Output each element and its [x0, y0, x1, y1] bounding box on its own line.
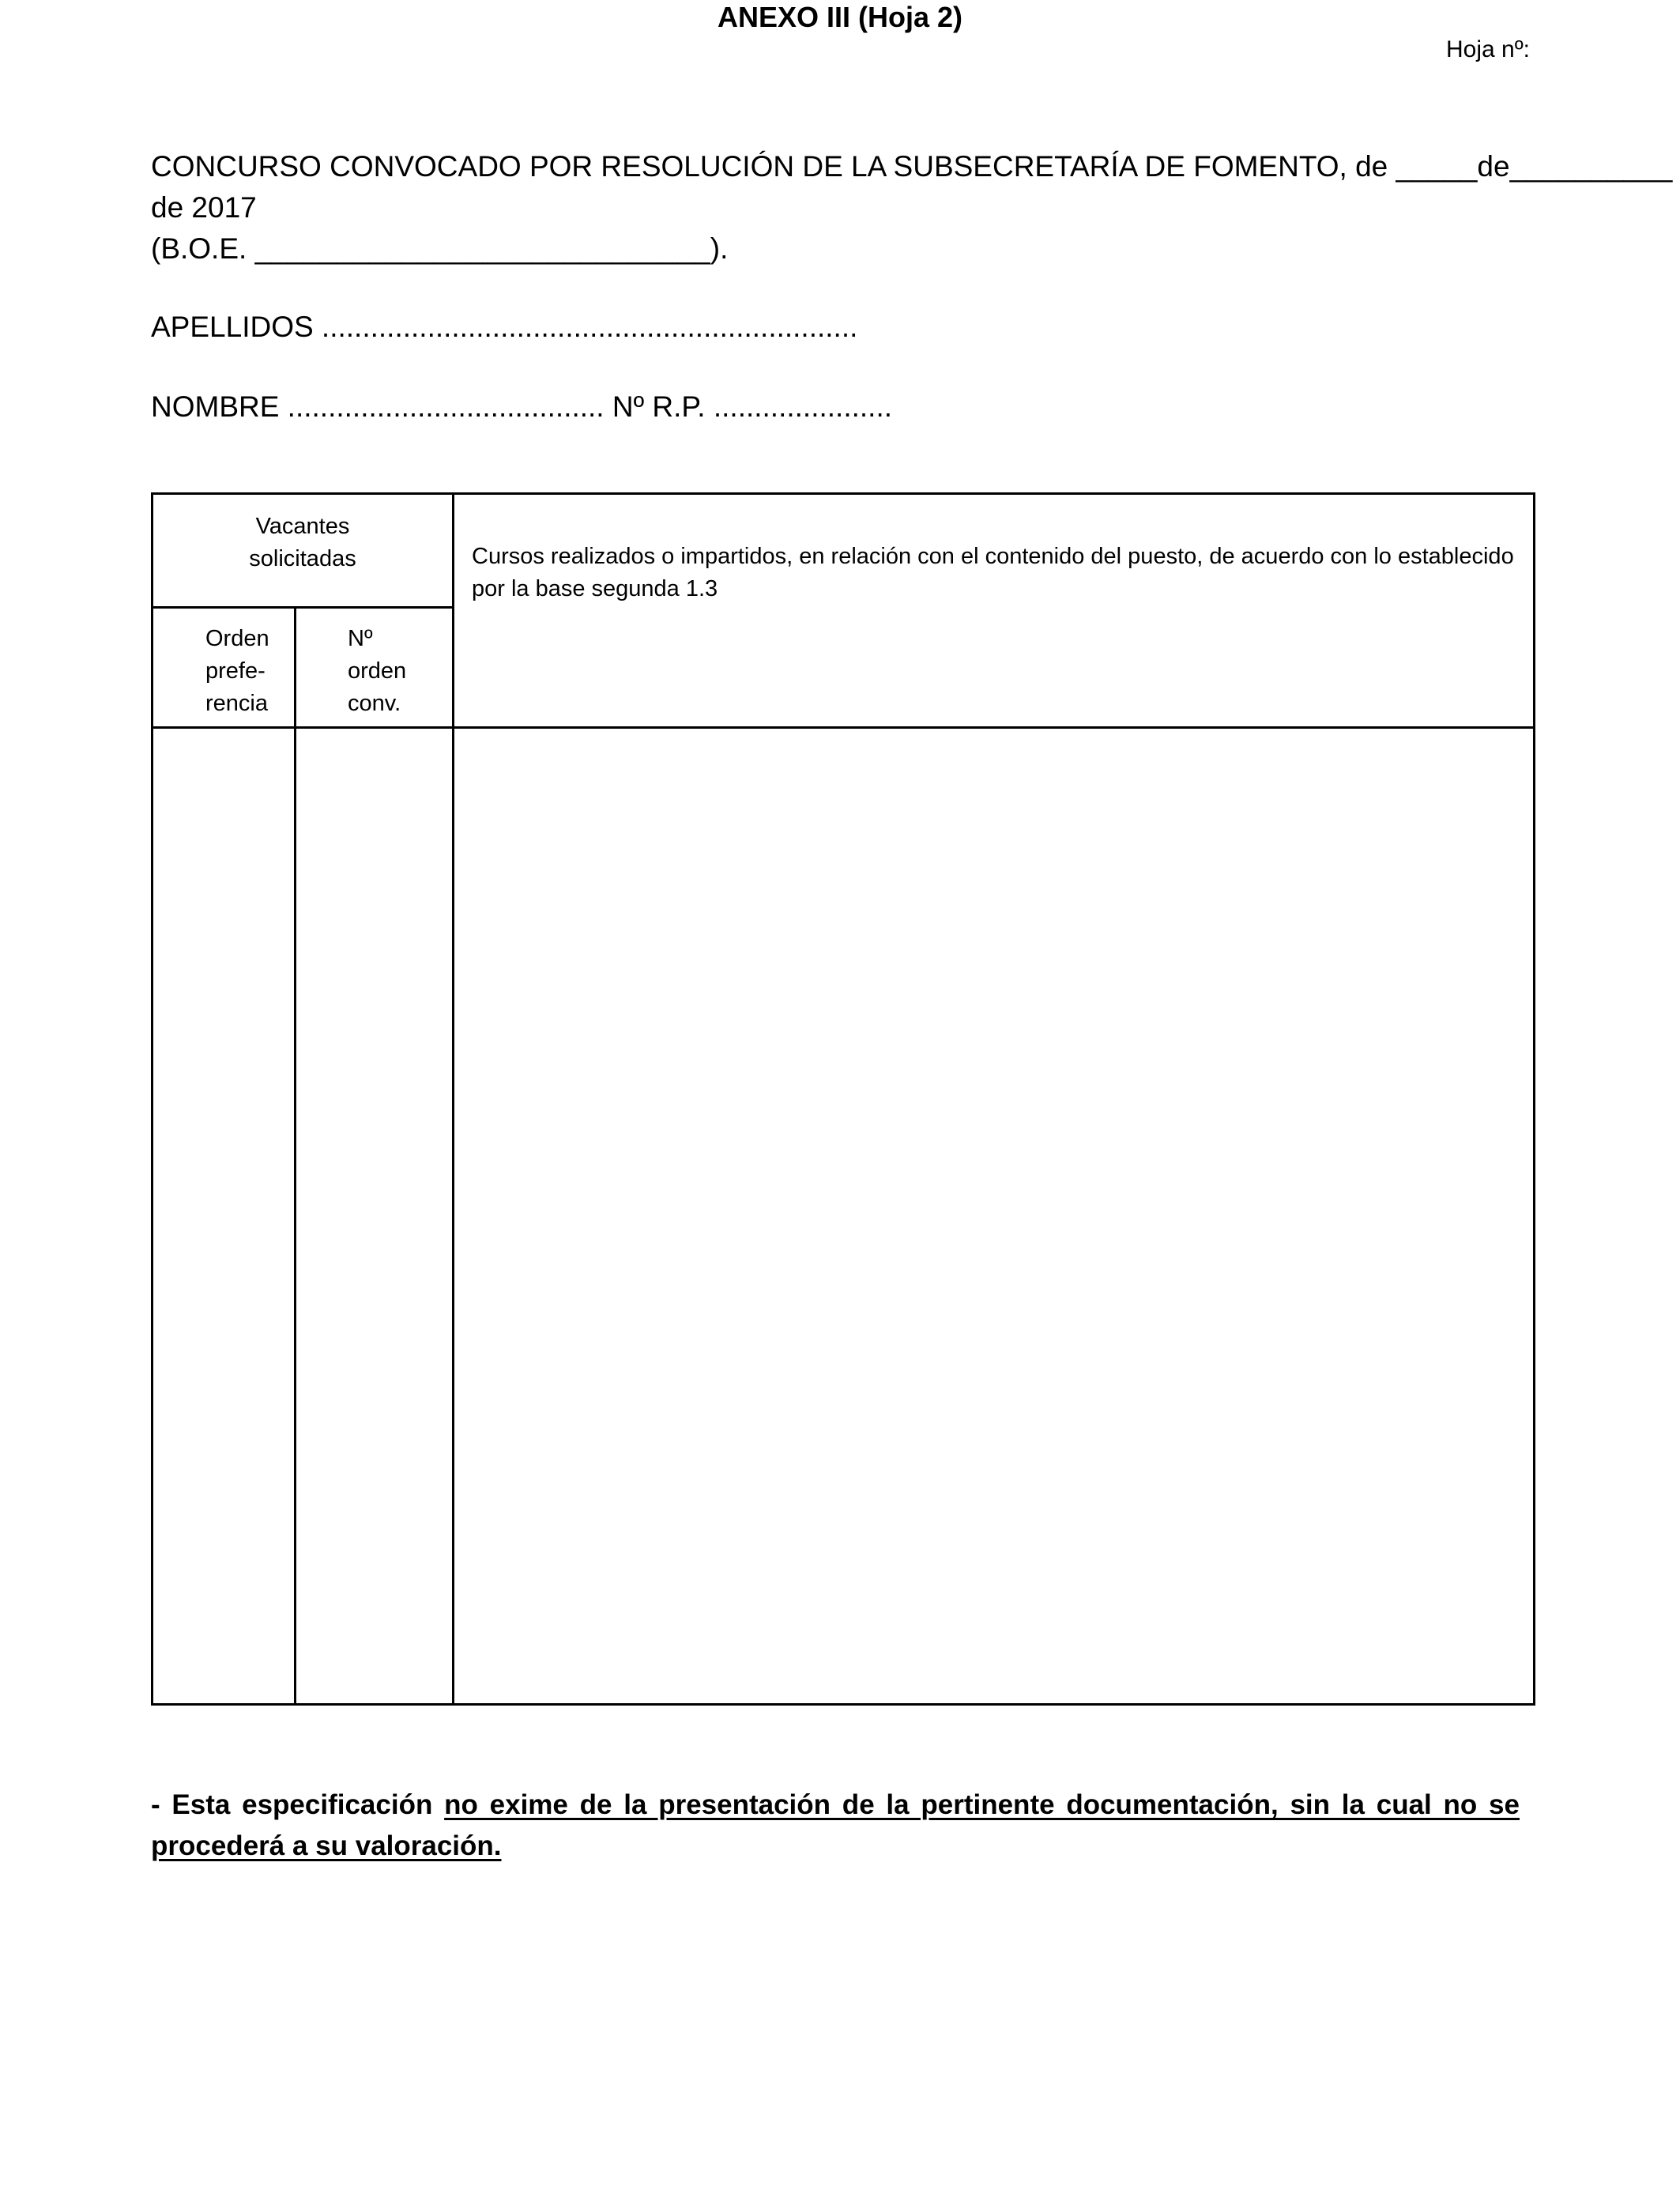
- courses-header: Cursos realizados o impartidos, en relación con el contenido del puesto, de acuerdo con lo establecido por la base segunda 1.3: [472, 544, 1514, 601]
- call-number-entry-cell[interactable]: [296, 727, 454, 1704]
- order-preference-entry-cell[interactable]: [153, 727, 296, 1704]
- document-title: ANEXO III (Hoja 2): [717, 1, 963, 33]
- contest-resolution-line: CONCURSO CONVOCADO POR RESOLUCIÓN DE LA SUBSECRETARÍA DE FOMENTO, de _____de__________: [151, 150, 1673, 183]
- surnames-field: APELLIDOS ..................................................................: [151, 311, 858, 343]
- vacancies-header: Vacantes solicitadas: [249, 514, 356, 571]
- table-header-row: [153, 494, 1535, 608]
- footnote-underlined-text: no exime de la presentación de la pertinente documentación, sin la cual no se procederá a su valoración.: [151, 1789, 1520, 1861]
- call-number-header-cell: [296, 608, 454, 727]
- boe-reference-line: (B.O.E. ____________________________).: [151, 232, 729, 265]
- courses-header-cell: [454, 494, 1535, 728]
- call-number-header: Nº orden conv.: [348, 626, 407, 717]
- documentation-footnote: [151, 1785, 1520, 1867]
- table-body-row: [153, 727, 1535, 1704]
- footnote-prefix: - Esta especificación: [151, 1789, 433, 1820]
- name-and-rp-field: NOMBRE ....................................... Nº R.P. ......................: [151, 390, 893, 423]
- courses-entry-cell[interactable]: [454, 727, 1535, 1704]
- order-preference-header-cell: [153, 608, 296, 727]
- vacancies-courses-table: [151, 492, 1535, 1706]
- vacancies-header-cell: [153, 494, 454, 608]
- contest-year-line: de 2017: [151, 191, 257, 224]
- sheet-number-label: Hoja nº:: [1446, 36, 1531, 62]
- order-preference-header: Orden prefe- rencia: [205, 626, 269, 717]
